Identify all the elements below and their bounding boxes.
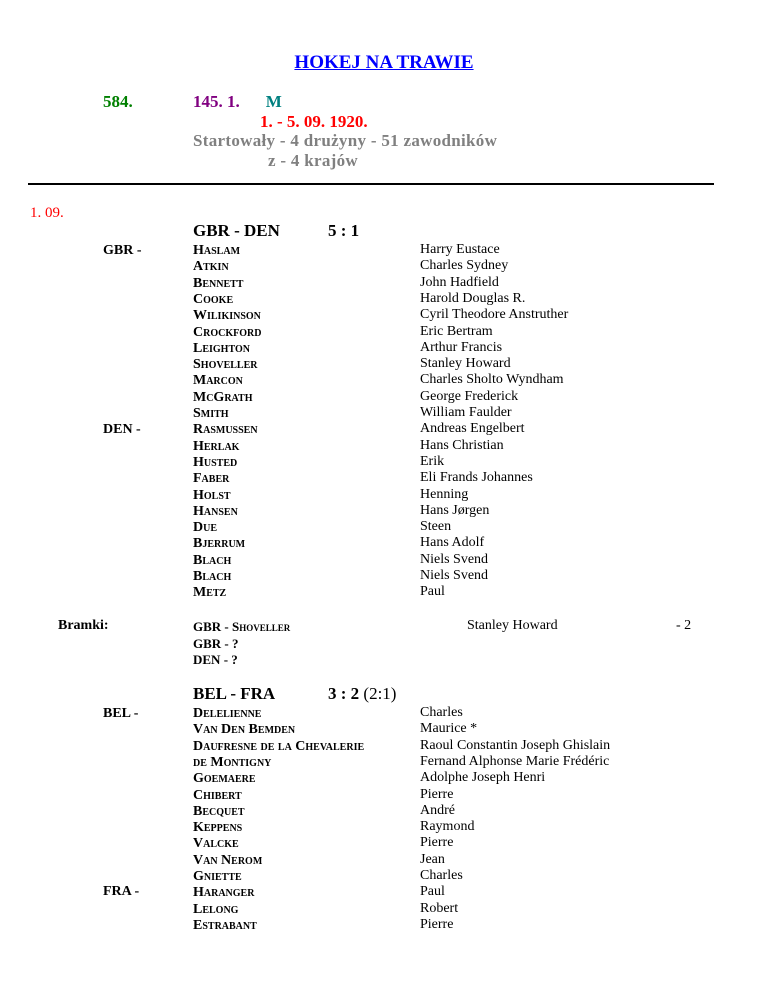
player-given-name: Adolphe Joseph Henri [420, 770, 546, 786]
goal-line-3: DEN - ? [193, 652, 238, 667]
player-surname: Delelienne [193, 706, 262, 721]
player-surname: Atkin [193, 259, 229, 275]
match2-team-b: FRA - [103, 884, 140, 899]
player-given-name: Charles Sholto Wyndham [420, 372, 564, 388]
match2-header [193, 684, 453, 704]
player-given-name: John Hadfield [420, 274, 499, 290]
match2-score-wrap [328, 684, 396, 704]
goal-line-2: GBR - ? [193, 636, 239, 651]
player-given-name: Henning [420, 486, 469, 502]
match1-header [193, 221, 453, 241]
player-surname: Due [193, 520, 218, 536]
player-surname: Bennett [193, 275, 244, 291]
divider [28, 183, 714, 185]
match1-score: 5 : 1 [328, 221, 360, 240]
player-surname: Bjerrum [193, 536, 246, 552]
player-surname: Faber [193, 471, 230, 487]
player-given-name: Eli Frands Johannes [420, 470, 533, 486]
match2-score: 3 : 2 [328, 684, 360, 703]
player-given-name: Pierre [420, 786, 454, 802]
player-given-name: Harold Douglas R. [420, 290, 526, 306]
player-given-name: Niels Svend [420, 568, 489, 583]
goal-line-1-count: - 2 [676, 618, 692, 633]
player-surname: Hansen [193, 503, 238, 519]
player-surname: Husted [193, 454, 238, 470]
goal-line-1 [193, 619, 290, 635]
match1-teams: GBR - DEN [193, 221, 280, 240]
player-surname: Shoveller [193, 357, 258, 373]
player-surname: Gniette [193, 869, 242, 884]
event-header-line [193, 92, 282, 112]
event-number: 584. [103, 92, 133, 111]
player-surname: Haslam [193, 243, 241, 258]
player-surname: Haranger [193, 885, 255, 901]
event-prefix: 145. 1. [193, 92, 240, 111]
event-dates: 1. - 5. 09. 1920. [260, 112, 368, 131]
player-given-name: Charles Sydney [420, 258, 509, 274]
player-surname: Goemaere [193, 771, 256, 787]
event-countries: z - 4 krajów [268, 151, 358, 170]
player-given-name: Raoul Constantin Joseph Ghislain [420, 737, 611, 753]
player-surname: Van Den Bemden [193, 722, 296, 738]
match1-team-b: DEN - [103, 422, 141, 437]
match-date: 1. 09. [30, 205, 64, 221]
player-given-name: Paul [420, 884, 445, 900]
player-surname: Valcke [193, 836, 239, 852]
player-given-name: André [420, 802, 455, 818]
player-given-name: Harry Eustace [420, 242, 500, 257]
player-given-name: Fernand Alphonse Marie Frédéric [420, 753, 610, 769]
goal-line-1-given: Stanley Howard [467, 618, 558, 633]
player-given-name: Jean [420, 851, 445, 867]
player-surname: Lelong [193, 901, 239, 917]
player-given-name: Pierre [420, 916, 454, 932]
event-gender: M [265, 92, 282, 111]
player-surname: Daufresne de la Chevalerie [193, 738, 365, 754]
player-surname: Wilikinson [193, 308, 261, 324]
player-given-name: Raymond [420, 819, 475, 835]
player-given-name: Cyril Theodore Anstruther [420, 307, 569, 323]
player-given-name: Hans Christian [420, 437, 504, 453]
match2-teams: BEL - FRA [193, 684, 276, 703]
player-surname: Keppens [193, 820, 243, 836]
match2-team-a: BEL - [103, 706, 139, 721]
player-surname: Crockford [193, 324, 262, 340]
player-surname: Marcon [193, 373, 243, 389]
player-surname: Estrabant [193, 917, 257, 933]
player-given-name: Paul [420, 584, 445, 600]
player-given-name: Charles [420, 868, 463, 883]
player-surname: Blach [193, 569, 232, 584]
player-surname: de Montigny [193, 754, 272, 770]
goals-label: Bramki: [58, 618, 109, 633]
player-surname: Metz [193, 585, 227, 601]
player-surname: McGrath [193, 389, 253, 405]
player-given-name: Maurice * [420, 721, 478, 737]
player-surname: Leighton [193, 340, 250, 356]
player-surname: Becquet [193, 803, 245, 819]
player-surname: Smith [193, 406, 229, 421]
match1-team-a: GBR - [103, 243, 142, 258]
player-given-name: Erik [420, 453, 445, 469]
player-given-name: Steen [420, 519, 452, 535]
player-surname: Cooke [193, 291, 234, 307]
player-given-name: George Frederick [420, 388, 519, 404]
player-surname: Blach [193, 552, 232, 568]
event-participants: Startowały - 4 drużyny - 51 zawodników [193, 131, 498, 150]
player-given-name: Hans Jørgen [420, 502, 490, 518]
player-given-name: Niels Svend [420, 551, 489, 567]
goal-line-1-text: GBR - Shoveller [193, 619, 291, 634]
player-given-name: William Faulder [420, 405, 512, 420]
player-given-name: Arthur Francis [420, 339, 503, 355]
player-given-name: Charles [420, 705, 463, 720]
player-surname: Chibert [193, 787, 242, 803]
page-title: HOKEJ NA TRAWIE [294, 52, 474, 73]
player-given-name: Hans Adolf [420, 535, 485, 551]
player-surname: Holst [193, 487, 231, 503]
match2-half-score: (2:1) [363, 684, 397, 703]
player-given-name: Andreas Engelbert [420, 421, 525, 437]
player-given-name: Eric Bertram [420, 323, 493, 339]
player-surname: Herlak [193, 438, 240, 454]
player-given-name: Stanley Howard [420, 356, 511, 372]
player-surname: Van Nerom [193, 852, 263, 868]
player-given-name: Robert [420, 900, 459, 916]
player-surname: Rasmussen [193, 422, 258, 438]
player-given-name: Pierre [420, 835, 454, 851]
